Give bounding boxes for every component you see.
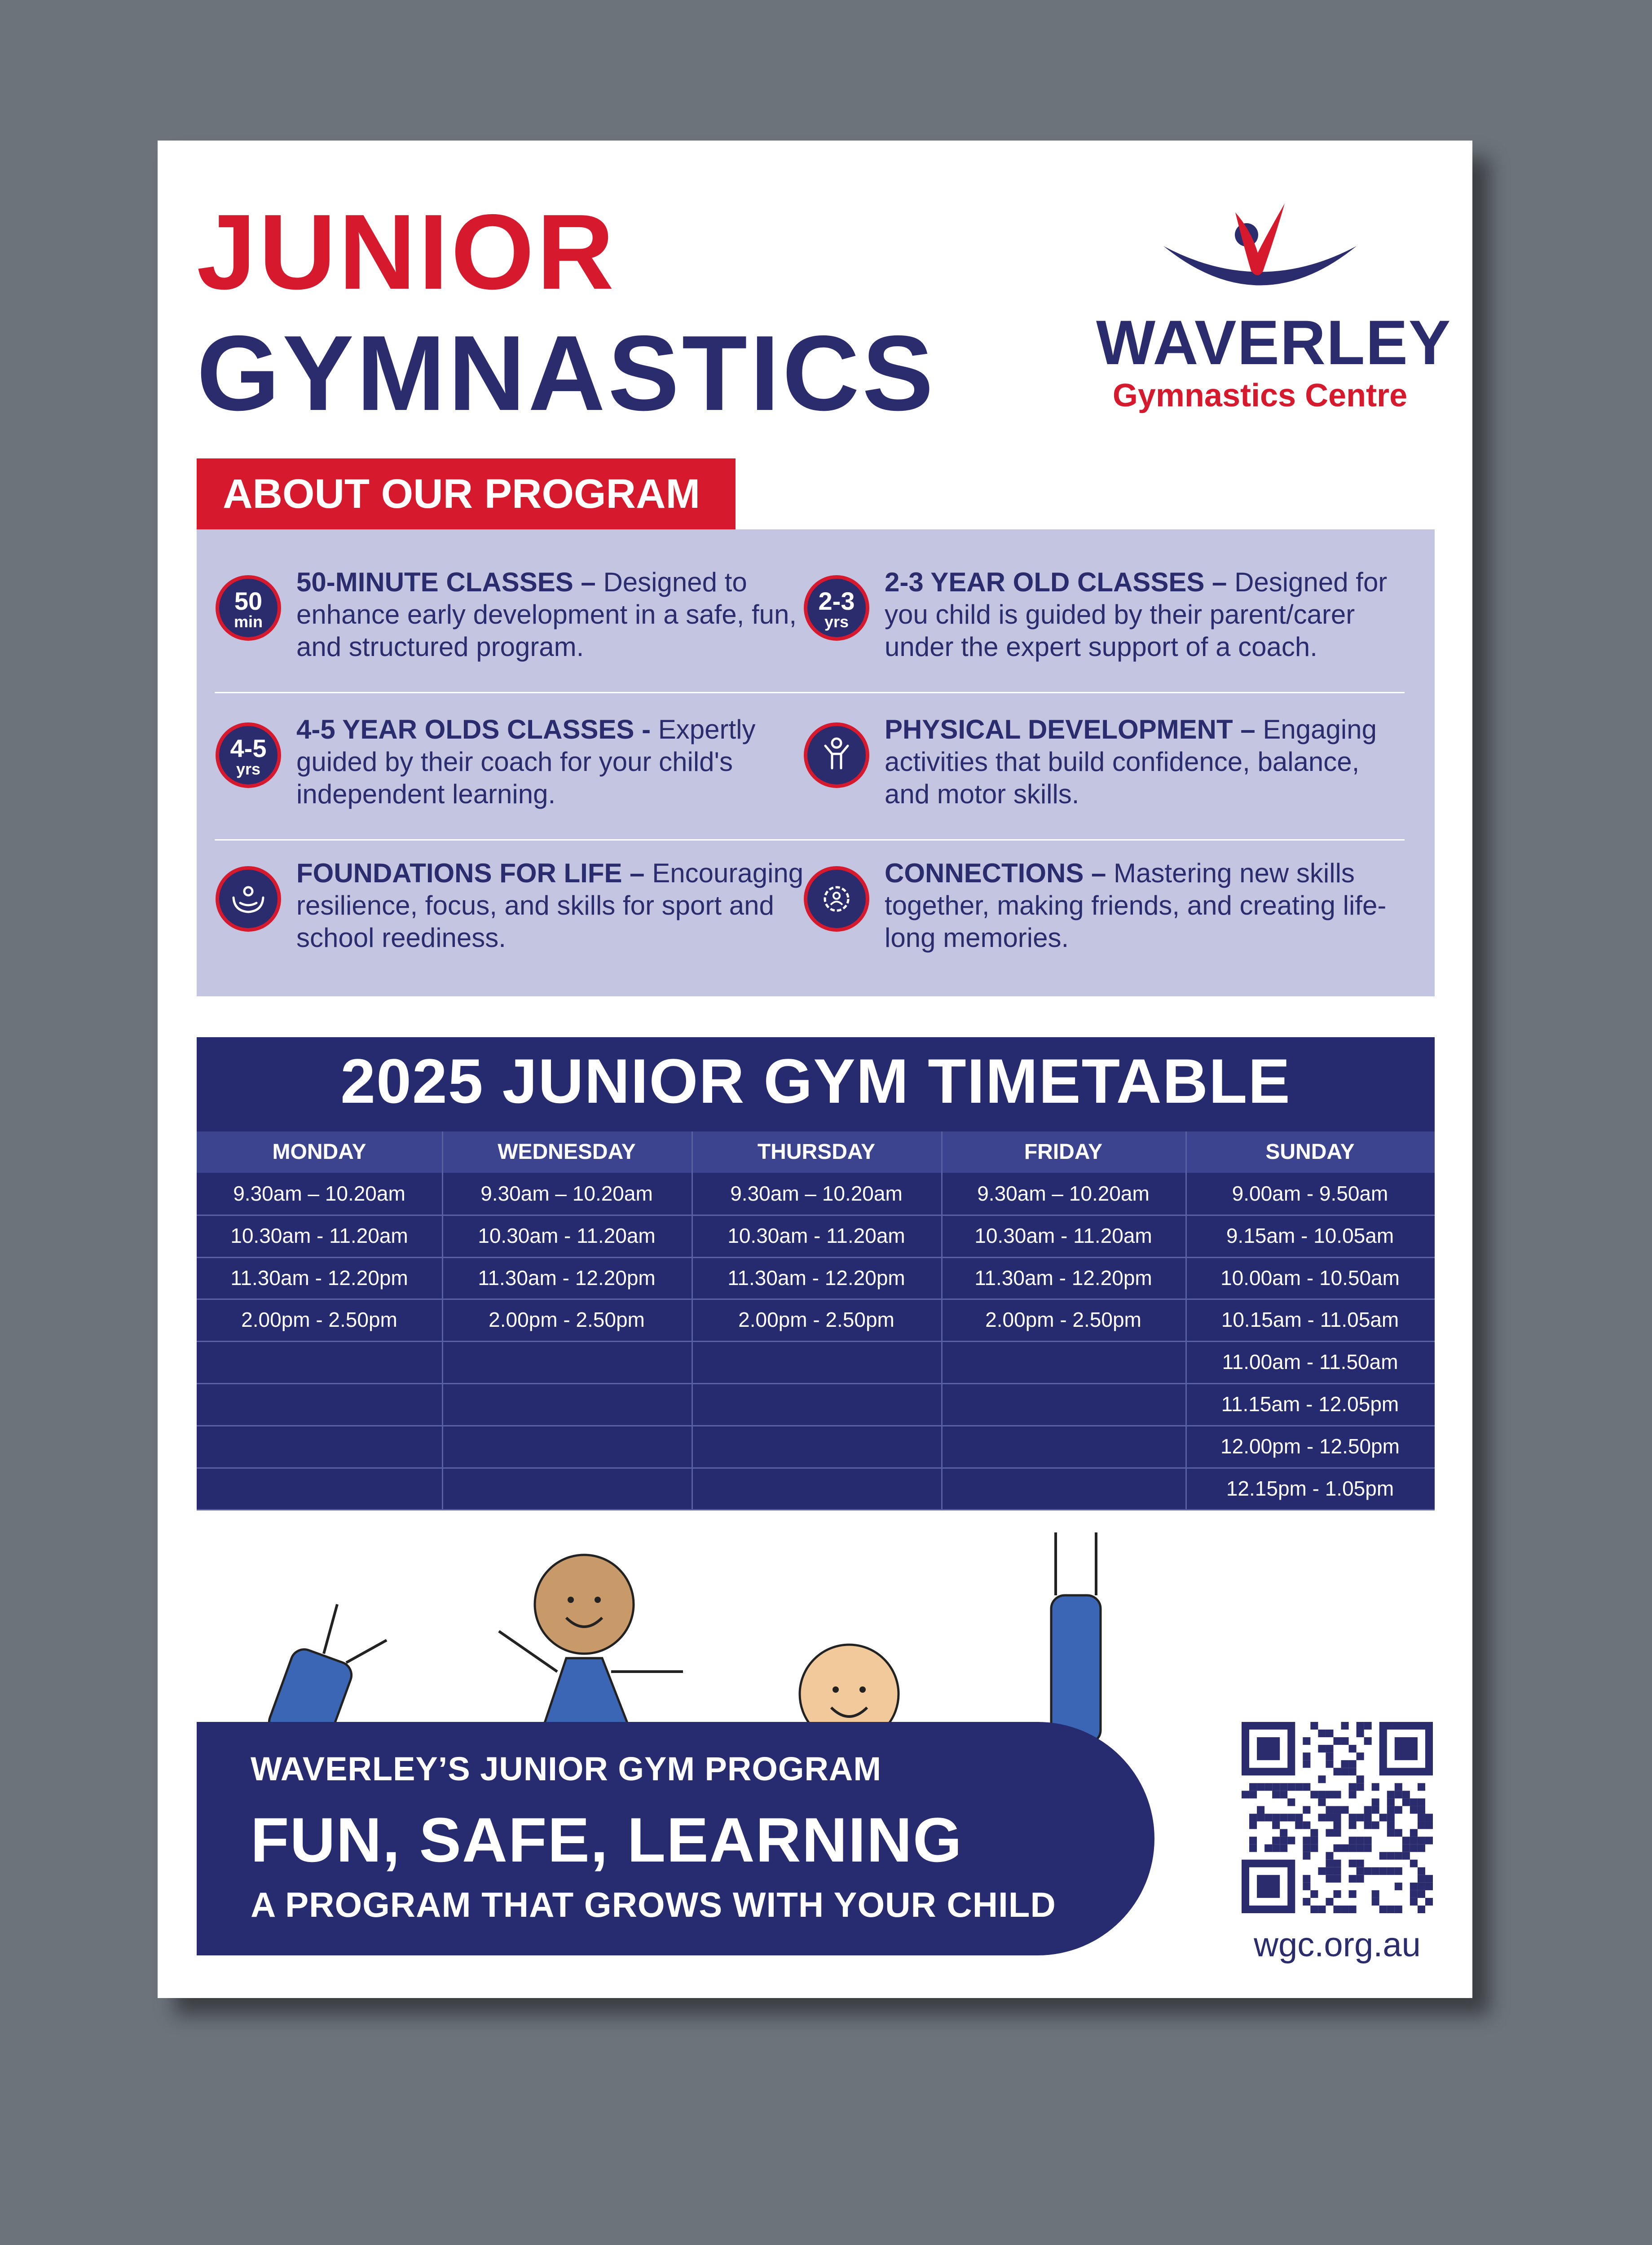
feature-title: FOUNDATIONS FOR LIFE – [296, 858, 645, 888]
timetable-cell: 11.30am - 12.20pm [478, 1266, 656, 1290]
timetable-body [197, 1173, 1435, 1510]
feature-description: Designed to enhance early development in a safe, fun, and structured program. [296, 567, 797, 662]
feature-title: 2-3 YEAR OLD CLASSES – [885, 567, 1227, 597]
day-monday: MONDAY [272, 1140, 366, 1164]
timetable-cell: 10.30am - 11.20am [230, 1224, 408, 1247]
day-wednesday: WEDNESDAY [498, 1140, 636, 1164]
timetable-cell [197, 1383, 442, 1425]
qr-code-icon[interactable] [1242, 1722, 1433, 1913]
timetable-cell: 11.00am - 11.50am [1222, 1350, 1398, 1374]
banner-tagline: A PROGRAM THAT GROWS WITH YOUR CHILD [251, 1885, 1056, 1924]
feature-description: Engaging activities that build confidence, balance, and motor skills. [885, 714, 1377, 809]
badge-unit: yrs [824, 612, 849, 631]
waverley-logo [1096, 203, 1452, 414]
timetable-cell: 9.30am – 10.20am [730, 1182, 903, 1205]
feature-text [885, 857, 1396, 954]
2-3-years-badge-icon [804, 575, 869, 641]
feature-text [885, 713, 1396, 810]
timetable-cell [442, 1341, 692, 1383]
feature-physical-development [804, 714, 1396, 835]
logo-name: WAVERLEY [1096, 307, 1452, 378]
timetable-cell: 11.30am - 12.20pm [230, 1266, 408, 1290]
feature-foundations-for-life [216, 858, 808, 978]
badge-unit: min [233, 612, 263, 631]
feature-description: Mastering new skills together, making friends, and creating life-long memories. [885, 858, 1387, 953]
timetable-cell: 10.15am - 11.05am [1221, 1308, 1399, 1332]
timetable-cell: 9.15am - 10.05am [1226, 1224, 1394, 1247]
timetable-cell: 9.30am – 10.20am [480, 1182, 653, 1205]
timetable-cell [197, 1341, 442, 1383]
timetable-cell: 9.00am - 9.50am [1232, 1182, 1388, 1205]
feature-text [296, 566, 808, 663]
timetable-cell: 2.00pm - 2.50pm [241, 1308, 397, 1332]
timetable-cell: 11.30am - 12.20pm [727, 1266, 905, 1290]
timetable-cell [941, 1341, 1185, 1383]
column-divider [692, 1131, 693, 1510]
feature-description: Designed for you child is guided by their parent/carer under the expert support of a coach. [885, 567, 1388, 662]
feature-text [885, 566, 1396, 663]
feature-title: CONNECTIONS – [885, 858, 1106, 888]
timetable-cell: 10.00am - 10.50am [1220, 1266, 1400, 1290]
program-banner [197, 1722, 1154, 1955]
feature-title: 50-MINUTE CLASSES – [296, 567, 596, 597]
timetable-cell: 11.15am - 12.05pm [1221, 1392, 1399, 1416]
hands-leaf-glyph [229, 880, 268, 918]
timetable-cell: 10.30am - 11.20am [974, 1224, 1152, 1247]
4-5-years-badge-icon [216, 722, 281, 788]
flyer [158, 141, 1472, 1998]
timetable-cell: 10.30am - 11.20am [478, 1224, 656, 1247]
about-heading: ABOUT OUR PROGRAM [197, 458, 736, 529]
about-panel [197, 529, 1435, 996]
feature-2-3-year-classes [804, 567, 1396, 687]
divider [215, 692, 1405, 693]
badge-number: 4-5 [230, 734, 267, 762]
timetable-cell [442, 1383, 692, 1425]
gear-people-glyph [817, 880, 856, 918]
column-divider [1185, 1131, 1187, 1510]
gymnast-logo-icon [1096, 203, 1424, 307]
title-gymnastics: GYMNASTICS [197, 314, 936, 433]
timetable-header [197, 1131, 1435, 1173]
feature-title: 4-5 YEAR OLDS CLASSES - [296, 714, 651, 744]
banner-program-name: WAVERLEY’S JUNIOR GYM PROGRAM [251, 1750, 881, 1787]
feature-connections [804, 858, 1396, 978]
timetable-cell: 12.15pm - 1.05pm [1226, 1476, 1394, 1500]
feature-description: Encouraging resilience, focus, and skills for sport and school reediness. [296, 858, 804, 953]
timetable-cell: 2.00pm - 2.50pm [489, 1308, 645, 1332]
feature-text [296, 857, 808, 954]
logo-subtitle: Gymnastics Centre [1112, 378, 1408, 414]
feature-4-5-year-classes [216, 714, 808, 835]
badge-number: 2-3 [818, 587, 855, 615]
timetable-cell [692, 1383, 941, 1425]
gear-people-icon [804, 866, 869, 932]
timetable-cell [692, 1341, 941, 1383]
timetable-title: 2025 JUNIOR GYM TIMETABLE [340, 1046, 1291, 1116]
hands-leaf-icon [216, 866, 281, 932]
feature-description: Expertly guided by their coach for your child's independent learning. [296, 714, 756, 809]
day-thursday: THURSDAY [757, 1140, 876, 1164]
child-figure-glyph [817, 736, 856, 775]
website-link[interactable]: wgc.org.au [1254, 1926, 1421, 1964]
timetable-cell: 2.00pm - 2.50pm [738, 1308, 894, 1332]
feature-text [296, 713, 808, 810]
child-figure-icon [804, 722, 869, 788]
timetable-cell: 12.00pm - 12.50pm [1220, 1434, 1400, 1458]
timetable-cell: 9.30am – 10.20am [233, 1182, 405, 1205]
badge-number: 50 [234, 587, 263, 615]
timetable-cell [941, 1383, 1185, 1425]
day-sunday: SUNDAY [1265, 1140, 1355, 1164]
title-junior: JUNIOR [197, 193, 617, 312]
timetable-cell: 10.30am - 11.20am [727, 1224, 905, 1247]
day-friday: FRIDAY [1024, 1140, 1103, 1164]
timetable [197, 1037, 1435, 1510]
column-divider [941, 1131, 943, 1510]
banner-headline: FUN, SAFE, LEARNING [251, 1805, 963, 1875]
divider [215, 839, 1405, 841]
column-divider [442, 1131, 443, 1510]
50-min-badge-icon [216, 575, 281, 641]
badge-unit: yrs [236, 760, 261, 778]
timetable-cell: 11.30am - 12.20pm [974, 1266, 1152, 1290]
feature-title: PHYSICAL DEVELOPMENT – [885, 714, 1256, 744]
timetable-cell: 2.00pm - 2.50pm [985, 1308, 1141, 1332]
feature-50-minute-classes [216, 567, 808, 687]
timetable-cell: 9.30am – 10.20am [977, 1182, 1150, 1205]
